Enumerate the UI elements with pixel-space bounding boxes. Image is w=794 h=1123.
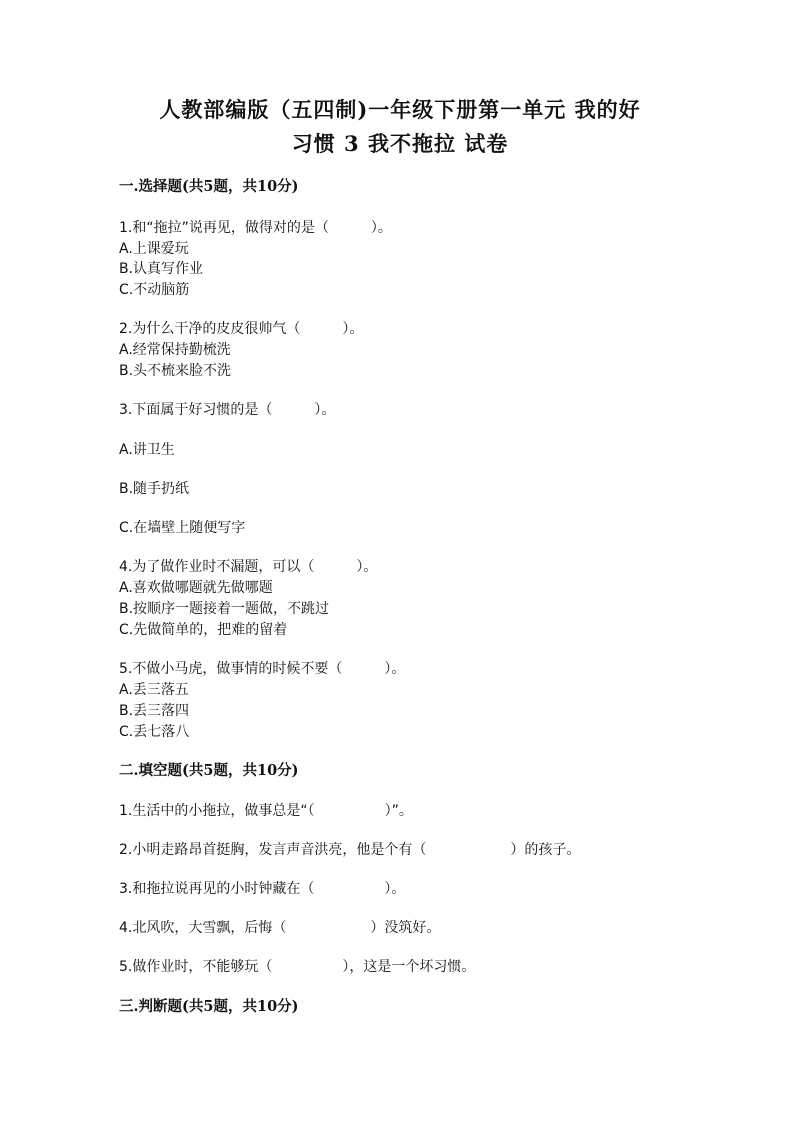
choice-q2-option-b: B.头不梳来脸不洗 bbox=[119, 363, 232, 379]
fill-question-2: 2.小明走路昂首挺胸，发言声音洪亮，他是个有（ ）的孩子。 bbox=[119, 842, 581, 858]
choice-q1-option-c: C.不动脑筋 bbox=[119, 282, 190, 298]
choice-q5-option-a: A.丢三落五 bbox=[119, 682, 189, 698]
fill-question-4: 4.北风吹，大雪飘，后悔（ ）没筑好。 bbox=[119, 920, 441, 936]
choice-q4-option-b: B.按顺序一题接着一题做，不跳过 bbox=[119, 601, 330, 617]
choice-q3-option-a: A.讲卫生 bbox=[119, 442, 175, 458]
choice-q1-option-b: B.认真写作业 bbox=[119, 261, 204, 277]
fill-question-3: 3.和拖拉说再见的小时钟藏在（ ）。 bbox=[119, 881, 406, 897]
document-title-line-2: 习惯 3 我不拖拉 试卷 bbox=[291, 131, 509, 156]
choice-question-5: 5.不做小马虎，做事情的时候不要（ ）。 bbox=[119, 661, 406, 677]
section-heading-choice: 一.选择题(共5题，共10分) bbox=[119, 178, 299, 195]
choice-question-2: 2.为什么干净的皮皮很帅气（ ）。 bbox=[119, 321, 364, 337]
choice-q3-option-c: C.在墙壁上随便写字 bbox=[119, 520, 246, 536]
choice-q5-option-b: B.丢三落四 bbox=[119, 703, 190, 719]
fill-question-5: 5.做作业时，不能够玩（ ），这是一个坏习惯。 bbox=[119, 959, 476, 975]
choice-question-4: 4.为了做作业时不漏题，可以（ ）。 bbox=[119, 559, 378, 575]
choice-q4-option-a: A.喜欢做哪题就先做哪题 bbox=[119, 580, 273, 596]
fill-question-1: 1.生活中的小拖拉，做事总是“（ ）”。 bbox=[119, 803, 413, 819]
choice-q5-option-c: C.丢七落八 bbox=[119, 724, 190, 740]
section-heading-fill-blank: 二.填空题(共5题，共10分) bbox=[119, 762, 299, 779]
choice-q2-option-a: A.经常保持勤梳洗 bbox=[119, 342, 231, 358]
choice-question-3: 3.下面属于好习惯的是（ ）。 bbox=[119, 402, 336, 418]
choice-q4-option-c: C.先做简单的，把难的留着 bbox=[119, 622, 288, 638]
choice-question-1: 1.和“拖拉”说再见，做得对的是（ ）。 bbox=[119, 220, 392, 236]
choice-q1-option-a: A.上课爱玩 bbox=[119, 241, 189, 257]
section-heading-true-false: 三.判断题(共5题，共10分) bbox=[119, 998, 299, 1015]
document-title-line-1: 人教部编版（五四制)一年级下册第一单元 我的好 bbox=[159, 97, 641, 122]
choice-q3-option-b: B.随手扔纸 bbox=[119, 481, 190, 497]
